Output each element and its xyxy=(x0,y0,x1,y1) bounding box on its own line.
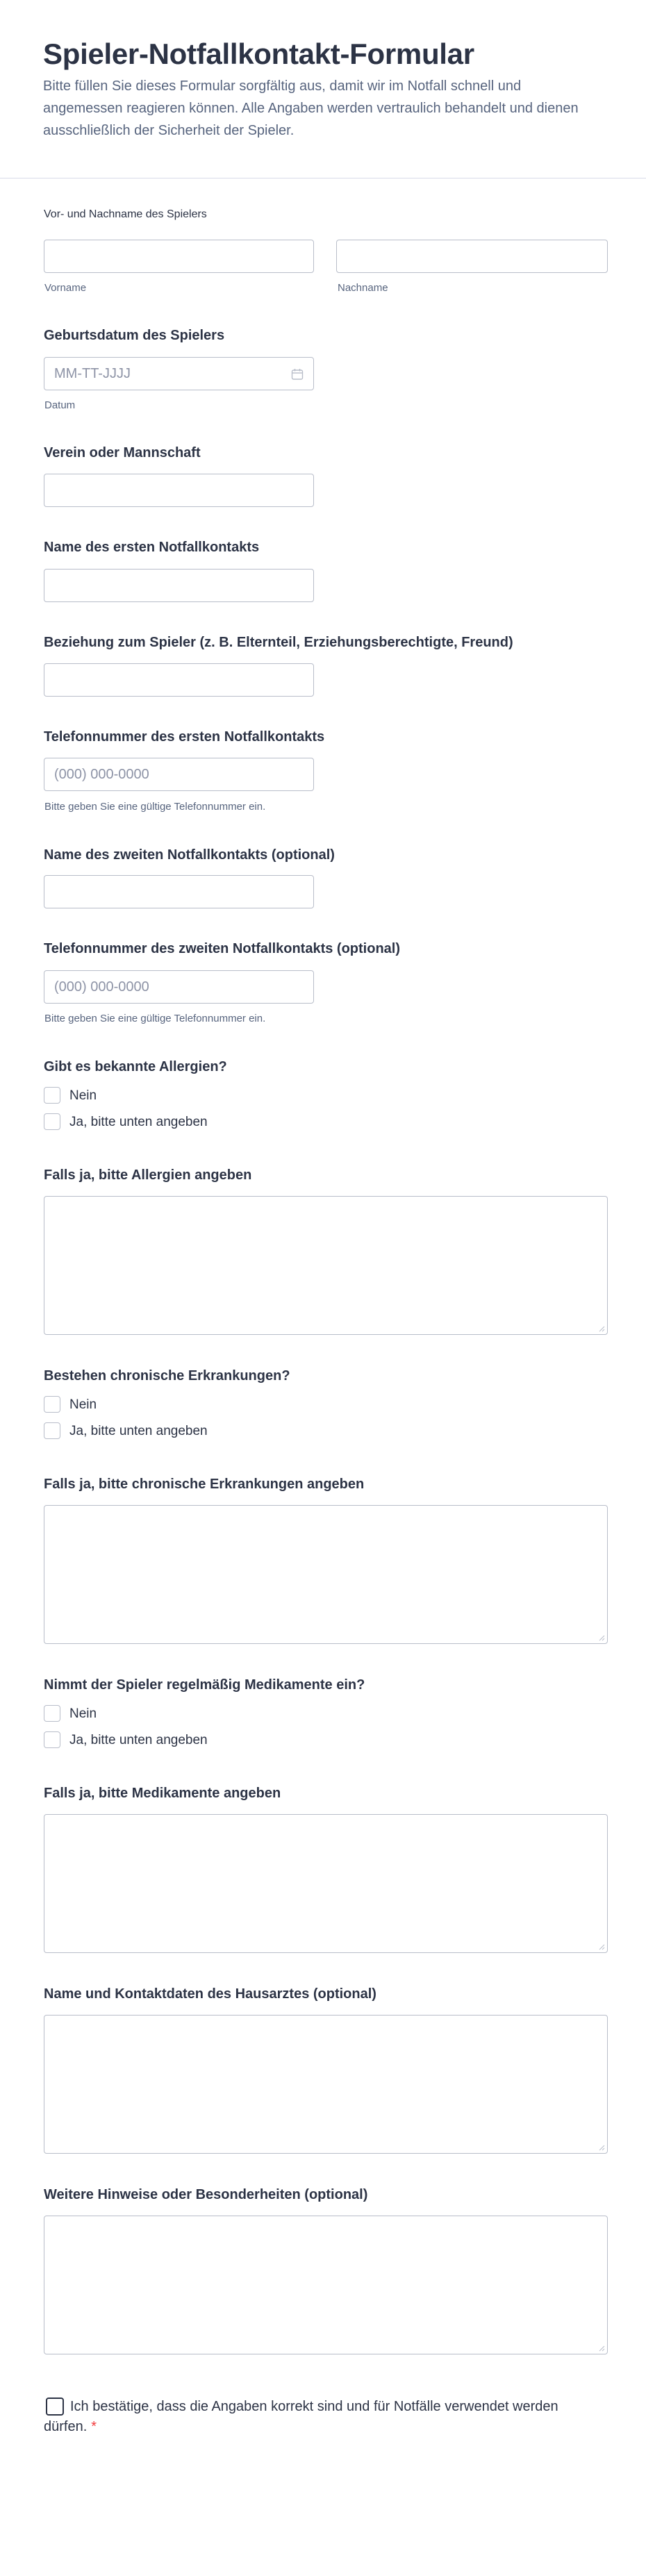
chronic-detail-label: Falls ja, bitte chronische Erkrankungen angeben xyxy=(44,1477,365,1492)
chronic-detail-textarea[interactable] xyxy=(44,1505,608,1644)
relationship-input[interactable] xyxy=(44,663,314,697)
medication-no-label: Nein xyxy=(69,1706,97,1721)
contact1-phone-label: Telefonnummer des ersten Notfallkontakts xyxy=(44,729,325,745)
page-title: Spieler-Notfallkontakt-Formular xyxy=(43,38,474,70)
contact2-phone-input[interactable] xyxy=(44,970,314,1004)
doctor-textarea[interactable] xyxy=(44,2015,608,2154)
club-label: Verein oder Mannschaft xyxy=(44,445,201,460)
medication-detail-textarea[interactable] xyxy=(44,1814,608,1953)
last-name-input[interactable] xyxy=(336,240,608,273)
calendar-icon[interactable] xyxy=(291,368,304,381)
medication-no-checkbox[interactable] xyxy=(44,1705,60,1722)
allergies-detail-textarea[interactable] xyxy=(44,1196,608,1335)
resize-grip-icon[interactable] xyxy=(598,1634,605,1641)
resize-grip-icon[interactable] xyxy=(598,2144,605,2151)
player-name-label: Vor- und Nachname des Spielers xyxy=(44,208,207,220)
doctor-label: Name und Kontaktdaten des Hausarztes (optional) xyxy=(44,1986,376,2002)
allergies-label: Gibt es bekannte Allergien? xyxy=(44,1059,227,1074)
allergies-detail-label: Falls ja, bitte Allergien angeben xyxy=(44,1167,252,1183)
contact1-phone-input[interactable] xyxy=(44,758,314,791)
chronic-no-label: Nein xyxy=(69,1397,97,1412)
medication-detail-label: Falls ja, bitte Medikamente angeben xyxy=(44,1786,281,1801)
resize-grip-icon[interactable] xyxy=(598,1325,605,1332)
birthdate-sublabel: Datum xyxy=(44,399,76,411)
first-name-sublabel: Vorname xyxy=(44,282,87,294)
confirm-statement xyxy=(44,2397,586,2437)
confirm-label: Ich bestätige, dass die Angaben korrekt sind und für Notfälle verwendet werden dürfen. xyxy=(44,2399,558,2434)
resize-grip-icon[interactable] xyxy=(598,1943,605,1950)
chronic-no-checkbox[interactable] xyxy=(44,1396,60,1413)
allergies-yes-checkbox[interactable] xyxy=(44,1113,60,1130)
contact2-phone-placeholder: (000) 000-0000 xyxy=(54,979,149,995)
first-name-input[interactable] xyxy=(44,240,314,273)
birthdate-placeholder: MM-TT-JJJJ xyxy=(54,366,131,381)
medication-yes-checkbox[interactable] xyxy=(44,1731,60,1748)
chronic-yes-label: Ja, bitte unten angeben xyxy=(69,1424,208,1438)
chronic-yes-checkbox[interactable] xyxy=(44,1422,60,1439)
contact1-name-input[interactable] xyxy=(44,569,314,602)
notes-textarea[interactable] xyxy=(44,2216,608,2354)
medication-label: Nimmt der Spieler regelmäßig Medikamente ein? xyxy=(44,1677,365,1693)
allergies-yes-label: Ja, bitte unten angeben xyxy=(69,1115,208,1129)
relationship-label: Beziehung zum Spieler (z. B. Elternteil, Erziehungsberechtigte, Freund) xyxy=(44,635,513,650)
allergies-no-checkbox[interactable] xyxy=(44,1087,60,1104)
contact2-phone-label: Telefonnummer des zweiten Notfallkontakts (optional) xyxy=(44,941,401,956)
allergies-no-label: Nein xyxy=(69,1088,97,1103)
contact1-name-label: Name des ersten Notfallkontakts xyxy=(44,540,260,555)
required-asterisk: * xyxy=(91,2419,97,2434)
medication-yes-label: Ja, bitte unten angeben xyxy=(69,1733,208,1747)
form-description: Bitte füllen Sie dieses Formular sorgfältig aus, damit wir im Notfall schnell und angemessen reagieren können. Alle Angaben werden vertraulich behandelt und dienen ausschließlich der Sicherheit der Spieler. xyxy=(43,78,579,138)
birthdate-input[interactable] xyxy=(44,357,314,390)
birthdate-label: Geburtsdatum des Spielers xyxy=(44,328,225,343)
resize-grip-icon[interactable] xyxy=(598,2345,605,2352)
last-name-sublabel: Nachname xyxy=(338,282,388,294)
contact2-name-input[interactable] xyxy=(44,875,314,908)
contact2-phone-sublabel: Bitte geben Sie eine gültige Telefonnummer ein. xyxy=(44,1013,266,1024)
contact2-name-label: Name des zweiten Notfallkontakts (optional) xyxy=(44,847,335,863)
contact1-phone-placeholder: (000) 000-0000 xyxy=(54,767,149,782)
contact1-phone-sublabel: Bitte geben Sie eine gültige Telefonnummer ein. xyxy=(44,801,266,813)
notes-label: Weitere Hinweise oder Besonderheiten (optional) xyxy=(44,2187,368,2202)
form-header xyxy=(0,0,646,178)
club-input[interactable] xyxy=(44,474,314,507)
chronic-label: Bestehen chronische Erkrankungen? xyxy=(44,1368,290,1383)
